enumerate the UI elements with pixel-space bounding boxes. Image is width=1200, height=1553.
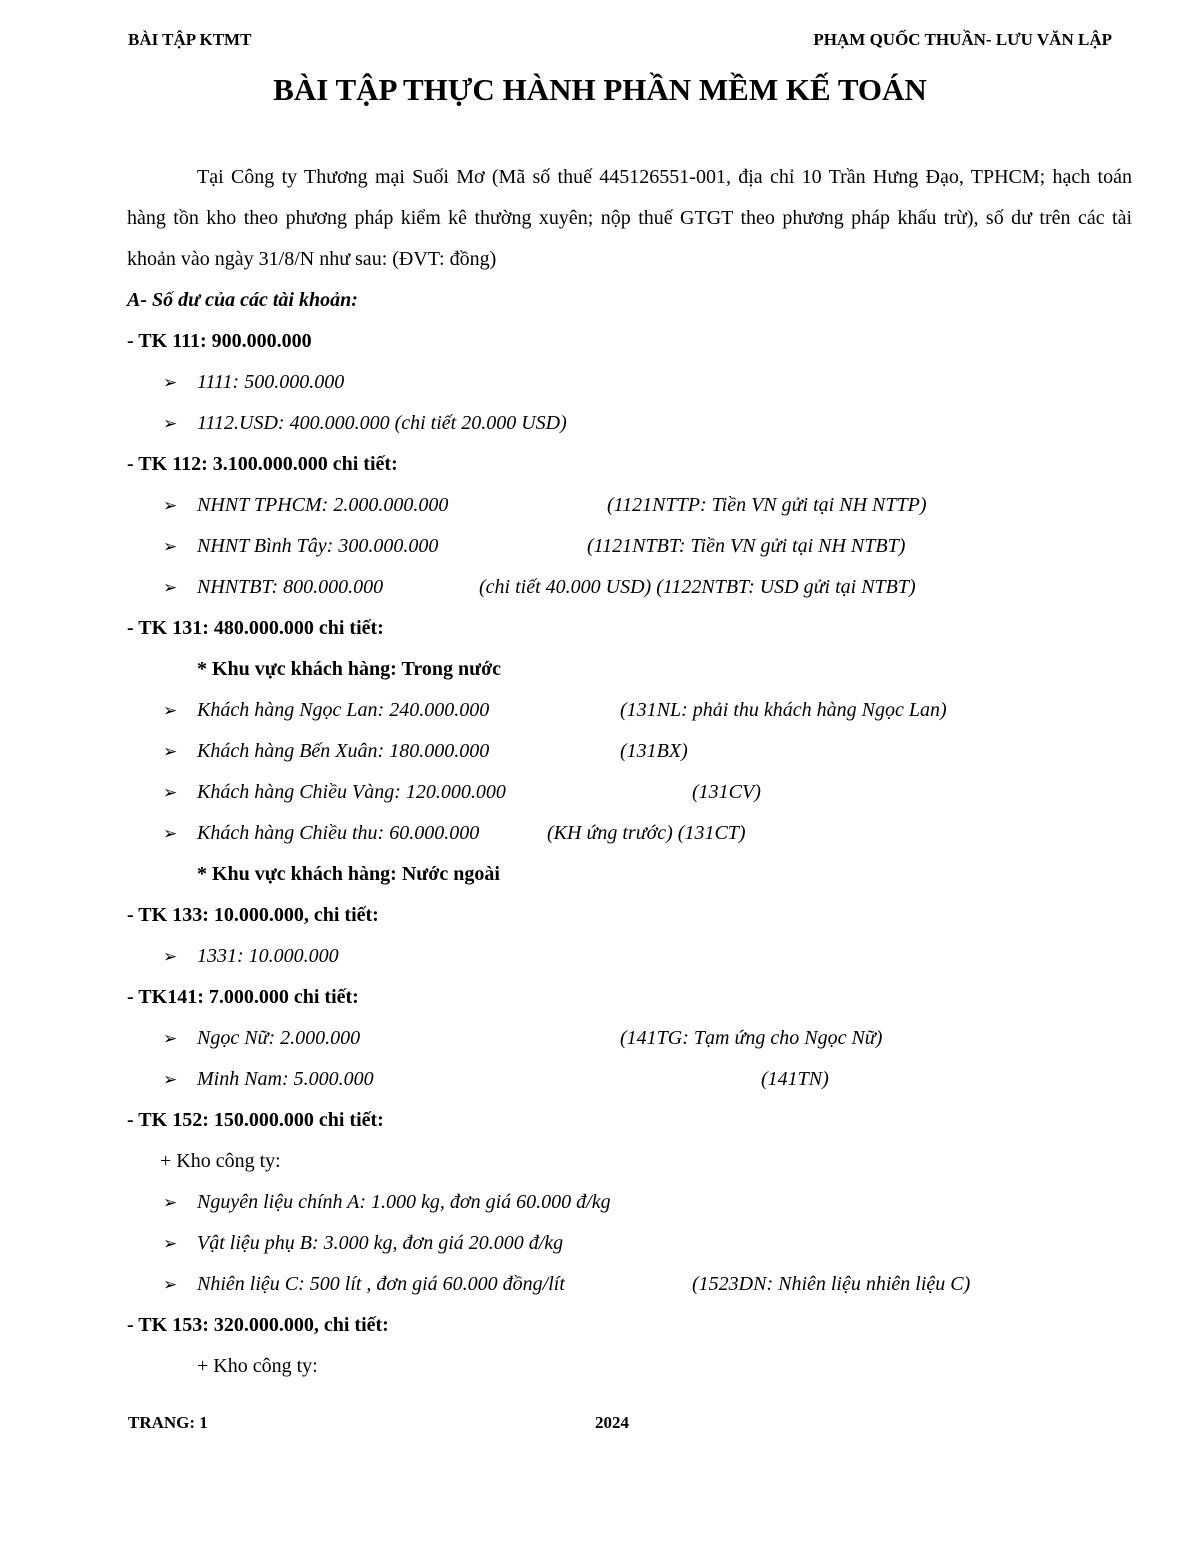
arrow-bullet-icon: ➢ [163, 496, 178, 515]
tk112-item-3-value: NHNTBT: 800.000.000 [197, 576, 384, 598]
list-item [127, 362, 1137, 403]
tk131-domestic-heading: * Khu vực khách hàng: Trong nước [197, 658, 502, 680]
page-title: BÀI TẬP THỰC HÀNH PHẦN MỀM KẾ TOÁN [273, 72, 927, 107]
list-item [127, 1182, 1137, 1223]
arrow-bullet-icon: ➢ [163, 1193, 178, 1212]
arrow-bullet-icon: ➢ [163, 701, 178, 720]
tk133-title: - TK 133: 10.000.000, chi tiết: [127, 904, 379, 926]
arrow-bullet-icon: ➢ [163, 783, 178, 802]
tk112-item-2-value: NHNT Bình Tây: 300.000.000 [197, 535, 439, 557]
list-item [127, 690, 1137, 731]
list-item [127, 813, 1137, 854]
arrow-bullet-icon: ➢ [163, 742, 178, 761]
tk153-title: - TK 153: 320.000.000, chi tiết: [127, 1314, 389, 1336]
list-item [127, 403, 1137, 444]
tk141-title: - TK141: 7.000.000 chi tiết: [127, 986, 359, 1008]
tk131-item-1-value: Khách hàng Ngọc Lan: 240.000.000 [197, 699, 490, 721]
header-left: BÀI TẬP KTMT [128, 30, 252, 49]
tk152-item-3-value: Nhiên liệu C: 500 lít , đơn giá 60.000 đồng/lít [197, 1273, 565, 1295]
list-item [127, 485, 1137, 526]
document-body [127, 280, 1137, 1387]
arrow-bullet-icon: ➢ [163, 1029, 178, 1048]
arrow-bullet-icon: ➢ [163, 824, 178, 843]
list-item [127, 567, 1137, 608]
tk131-item-2-value: Khách hàng Bến Xuân: 180.000.000 [197, 740, 490, 762]
list-item [127, 1264, 1137, 1305]
header-right: PHẠM QUỐC THUẦN- LƯU VĂN LẬP [813, 30, 1112, 49]
tk141-item-1-value: Ngọc Nữ: 2.000.000 [197, 1027, 361, 1049]
tk111-title: - TK 111: 900.000.000 [127, 330, 312, 352]
list-item [127, 731, 1137, 772]
footer-year: 2024 [595, 1413, 629, 1432]
intro-text: Tại Công ty Thương mại Suối Mơ (Mã số thuế 445126551-001, địa chỉ 10 Trần Hưng Đạo, TPHCM; hạch toán hàng tồn kho theo phương pháp kiểm kê thường xuyên; nộp thuế GTGT theo phương pháp khấu trừ), số dư trên các tài khoản vào ngày 31/8/N như sau: (ĐVT: đồng) [127, 166, 1132, 270]
intro-paragraph [127, 157, 1132, 280]
tk152-item-2-value: Vật liệu phụ B: 3.000 kg, đơn giá 20.000 đ/kg [197, 1232, 564, 1254]
tk152-title: - TK 152: 150.000.000 chi tiết: [127, 1109, 384, 1131]
tk131-item-1-note: (131NL: phải thu khách hàng Ngọc Lan) [620, 699, 947, 721]
tk131-item-4-note: (KH ứng trước) (131CT) [547, 822, 746, 844]
tk141-item-2-note: (141TN) [761, 1068, 829, 1090]
list-item [127, 1223, 1137, 1264]
list-item [127, 1018, 1137, 1059]
list-item [127, 1059, 1137, 1100]
footer-page: TRANG: 1 [128, 1413, 208, 1432]
tk152-item-1-value: Nguyên liệu chính A: 1.000 kg, đơn giá 60.000 đ/kg [197, 1191, 611, 1213]
arrow-bullet-icon: ➢ [163, 1275, 178, 1294]
tk133-item-1: 1331: 10.000.000 [197, 945, 339, 967]
tk111-item-2: 1112.USD: 400.000.000 (chi tiết 20.000 USD) [197, 412, 567, 434]
tk141-item-2-value: Minh Nam: 5.000.000 [197, 1068, 374, 1090]
tk131-item-4-value: Khách hàng Chiều thu: 60.000.000 [197, 822, 480, 844]
arrow-bullet-icon: ➢ [163, 373, 178, 392]
tk112-item-1-value: NHNT TPHCM: 2.000.000.000 [197, 494, 449, 516]
arrow-bullet-icon: ➢ [163, 947, 178, 966]
list-item [127, 936, 1137, 977]
arrow-bullet-icon: ➢ [163, 537, 178, 556]
arrow-bullet-icon: ➢ [163, 1234, 178, 1253]
arrow-bullet-icon: ➢ [163, 414, 178, 433]
tk131-title: - TK 131: 480.000.000 chi tiết: [127, 617, 384, 639]
tk152-warehouse: + Kho công ty: [160, 1150, 281, 1172]
tk152-item-3-note: (1523DN: Nhiên liệu nhiên liệu C) [692, 1273, 971, 1295]
tk112-title: - TK 112: 3.100.000.000 chi tiết: [127, 453, 398, 475]
tk141-item-1-note: (141TG: Tạm ứng cho Ngọc Nữ) [620, 1027, 883, 1049]
tk131-foreign-heading: * Khu vực khách hàng: Nước ngoài [197, 863, 500, 885]
tk112-item-2-note: (1121NTBT: Tiền VN gửi tại NH NTBT) [587, 535, 906, 557]
section-a-heading: A- Số dư của các tài khoản: [127, 289, 358, 311]
tk112-item-3-note: (chi tiết 40.000 USD) (1122NTBT: USD gửi tại NTBT) [479, 576, 916, 598]
arrow-bullet-icon: ➢ [163, 1070, 178, 1089]
arrow-bullet-icon: ➢ [163, 578, 178, 597]
tk131-item-3-value: Khách hàng Chiều Vàng: 120.000.000 [197, 781, 506, 803]
tk131-item-3-note: (131CV) [692, 781, 761, 803]
tk153-warehouse: + Kho công ty: [197, 1355, 318, 1377]
list-item [127, 526, 1137, 567]
list-item [127, 772, 1137, 813]
tk111-item-1: 1111: 500.000.000 [197, 371, 345, 393]
tk131-item-2-note: (131BX) [620, 740, 688, 762]
tk112-item-1-note: (1121NTTP: Tiền VN gửi tại NH NTTP) [607, 494, 927, 516]
